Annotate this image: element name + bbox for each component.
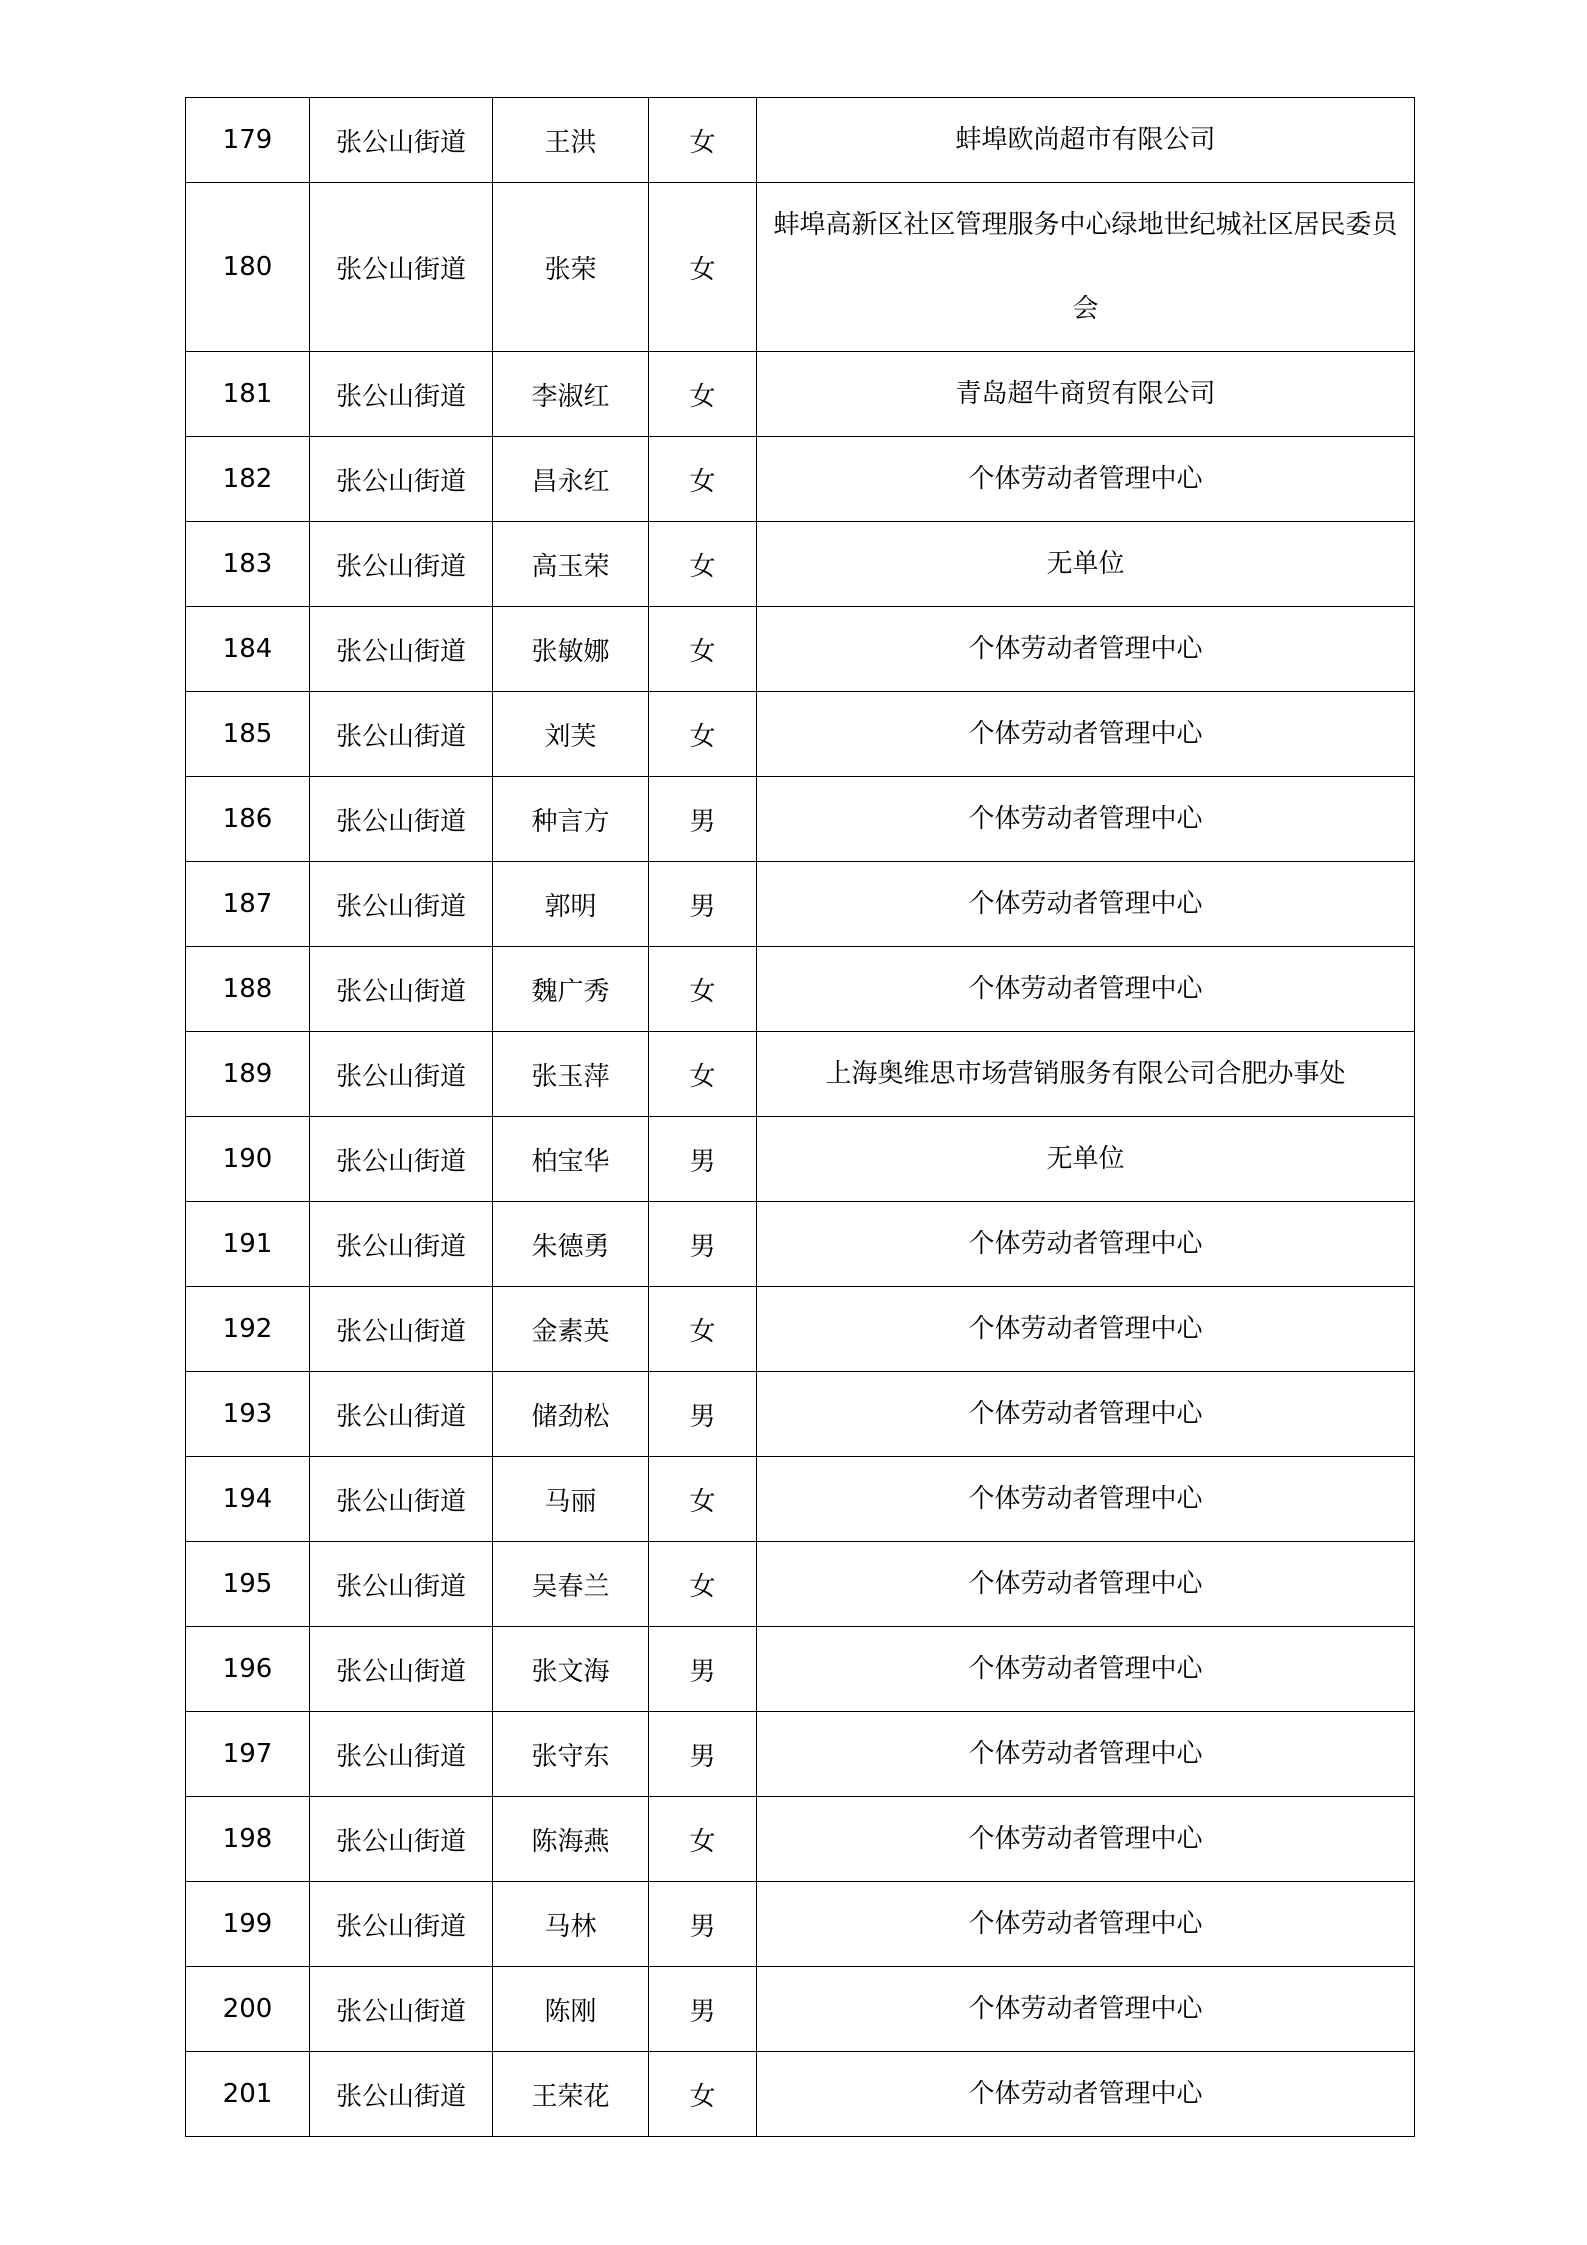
cell-name: 张守东 <box>493 1712 649 1797</box>
cell-no: 190 <box>186 1117 310 1202</box>
cell-gender: 女 <box>649 437 757 522</box>
table-row <box>186 522 1415 607</box>
table-row <box>186 862 1415 947</box>
cell-unit: 个体劳动者管理中心 <box>757 1372 1415 1457</box>
cell-no: 181 <box>186 352 310 437</box>
cell-unit: 个体劳动者管理中心 <box>757 1542 1415 1627</box>
table-row <box>186 1627 1415 1712</box>
table-row <box>186 1542 1415 1627</box>
cell-unit: 蚌埠高新区社区管理服务中心绿地世纪城社区居民委员会 <box>757 183 1415 352</box>
cell-unit: 青岛超牛商贸有限公司 <box>757 352 1415 437</box>
cell-no: 182 <box>186 437 310 522</box>
cell-no: 192 <box>186 1287 310 1372</box>
cell-unit: 个体劳动者管理中心 <box>757 437 1415 522</box>
cell-no: 199 <box>186 1882 310 1967</box>
table-row <box>186 947 1415 1032</box>
cell-street: 张公山街道 <box>310 1117 493 1202</box>
table-row <box>186 1372 1415 1457</box>
cell-gender: 男 <box>649 1627 757 1712</box>
cell-street: 张公山街道 <box>310 777 493 862</box>
cell-name: 张文海 <box>493 1627 649 1712</box>
cell-gender: 男 <box>649 1967 757 2052</box>
cell-unit: 个体劳动者管理中心 <box>757 947 1415 1032</box>
cell-gender: 男 <box>649 1882 757 1967</box>
cell-unit: 个体劳动者管理中心 <box>757 1627 1415 1712</box>
cell-unit: 蚌埠欧尚超市有限公司 <box>757 98 1415 183</box>
table-row <box>186 352 1415 437</box>
cell-unit: 个体劳动者管理中心 <box>757 1797 1415 1882</box>
cell-gender: 女 <box>649 1457 757 1542</box>
cell-unit: 个体劳动者管理中心 <box>757 607 1415 692</box>
table-row <box>186 98 1415 183</box>
roster-table-body <box>186 98 1415 2137</box>
cell-name: 陈刚 <box>493 1967 649 2052</box>
cell-name: 魏广秀 <box>493 947 649 1032</box>
cell-no: 195 <box>186 1542 310 1627</box>
cell-no: 194 <box>186 1457 310 1542</box>
table-row <box>186 1032 1415 1117</box>
cell-unit: 无单位 <box>757 522 1415 607</box>
cell-name: 郭明 <box>493 862 649 947</box>
cell-street: 张公山街道 <box>310 1287 493 1372</box>
table-row <box>186 1712 1415 1797</box>
cell-name: 刘芙 <box>493 692 649 777</box>
table-row <box>186 607 1415 692</box>
cell-unit: 个体劳动者管理中心 <box>757 1287 1415 1372</box>
table-row <box>186 692 1415 777</box>
cell-name: 王洪 <box>493 98 649 183</box>
cell-no: 196 <box>186 1627 310 1712</box>
cell-street: 张公山街道 <box>310 1542 493 1627</box>
cell-name: 吴春兰 <box>493 1542 649 1627</box>
table-row <box>186 1967 1415 2052</box>
cell-name: 马丽 <box>493 1457 649 1542</box>
cell-no: 188 <box>186 947 310 1032</box>
cell-name: 李淑红 <box>493 352 649 437</box>
cell-gender: 女 <box>649 522 757 607</box>
cell-no: 186 <box>186 777 310 862</box>
cell-name: 高玉荣 <box>493 522 649 607</box>
cell-name: 王荣花 <box>493 2052 649 2137</box>
cell-gender: 女 <box>649 607 757 692</box>
cell-unit: 个体劳动者管理中心 <box>757 862 1415 947</box>
cell-street: 张公山街道 <box>310 183 493 352</box>
cell-no: 200 <box>186 1967 310 2052</box>
cell-name: 马林 <box>493 1882 649 1967</box>
cell-unit: 个体劳动者管理中心 <box>757 1202 1415 1287</box>
cell-street: 张公山街道 <box>310 1882 493 1967</box>
cell-gender: 男 <box>649 1712 757 1797</box>
cell-gender: 女 <box>649 1542 757 1627</box>
cell-street: 张公山街道 <box>310 607 493 692</box>
cell-gender: 女 <box>649 1032 757 1117</box>
cell-gender: 男 <box>649 1117 757 1202</box>
cell-unit: 个体劳动者管理中心 <box>757 777 1415 862</box>
cell-no: 198 <box>186 1797 310 1882</box>
cell-no: 193 <box>186 1372 310 1457</box>
cell-name: 金素英 <box>493 1287 649 1372</box>
cell-gender: 女 <box>649 947 757 1032</box>
cell-no: 201 <box>186 2052 310 2137</box>
cell-street: 张公山街道 <box>310 862 493 947</box>
table-row <box>186 1797 1415 1882</box>
cell-no: 184 <box>186 607 310 692</box>
cell-no: 197 <box>186 1712 310 1797</box>
cell-unit: 个体劳动者管理中心 <box>757 1882 1415 1967</box>
cell-street: 张公山街道 <box>310 1797 493 1882</box>
cell-street: 张公山街道 <box>310 1967 493 2052</box>
cell-street: 张公山街道 <box>310 692 493 777</box>
table-row <box>186 1117 1415 1202</box>
cell-gender: 女 <box>649 98 757 183</box>
table-row <box>186 183 1415 352</box>
cell-gender: 女 <box>649 1797 757 1882</box>
table-row <box>186 1287 1415 1372</box>
cell-unit: 个体劳动者管理中心 <box>757 1457 1415 1542</box>
cell-name: 储劲松 <box>493 1372 649 1457</box>
cell-gender: 男 <box>649 862 757 947</box>
cell-name: 张敏娜 <box>493 607 649 692</box>
cell-street: 张公山街道 <box>310 352 493 437</box>
table-row <box>186 777 1415 862</box>
cell-street: 张公山街道 <box>310 1202 493 1287</box>
cell-street: 张公山街道 <box>310 98 493 183</box>
table-row <box>186 1457 1415 1542</box>
cell-unit: 个体劳动者管理中心 <box>757 692 1415 777</box>
cell-street: 张公山街道 <box>310 437 493 522</box>
cell-street: 张公山街道 <box>310 1627 493 1712</box>
cell-gender: 女 <box>649 2052 757 2137</box>
cell-no: 185 <box>186 692 310 777</box>
cell-street: 张公山街道 <box>310 947 493 1032</box>
cell-gender: 女 <box>649 352 757 437</box>
cell-gender: 女 <box>649 692 757 777</box>
table-row <box>186 1882 1415 1967</box>
cell-no: 187 <box>186 862 310 947</box>
cell-unit: 个体劳动者管理中心 <box>757 2052 1415 2137</box>
cell-street: 张公山街道 <box>310 1032 493 1117</box>
cell-unit: 无单位 <box>757 1117 1415 1202</box>
cell-street: 张公山街道 <box>310 1712 493 1797</box>
cell-gender: 男 <box>649 777 757 862</box>
cell-unit: 上海奥维思市场营销服务有限公司合肥办事处 <box>757 1032 1415 1117</box>
cell-unit: 个体劳动者管理中心 <box>757 1967 1415 2052</box>
cell-unit: 个体劳动者管理中心 <box>757 1712 1415 1797</box>
cell-name: 张荣 <box>493 183 649 352</box>
cell-name: 陈海燕 <box>493 1797 649 1882</box>
table-row <box>186 437 1415 522</box>
roster-table <box>185 97 1415 2137</box>
cell-name: 昌永红 <box>493 437 649 522</box>
cell-no: 189 <box>186 1032 310 1117</box>
table-row <box>186 2052 1415 2137</box>
cell-name: 张玉萍 <box>493 1032 649 1117</box>
cell-no: 179 <box>186 98 310 183</box>
cell-street: 张公山街道 <box>310 2052 493 2137</box>
cell-no: 191 <box>186 1202 310 1287</box>
table-row <box>186 1202 1415 1287</box>
cell-name: 柏宝华 <box>493 1117 649 1202</box>
cell-name: 朱德勇 <box>493 1202 649 1287</box>
cell-gender: 男 <box>649 1372 757 1457</box>
cell-street: 张公山街道 <box>310 1457 493 1542</box>
cell-no: 180 <box>186 183 310 352</box>
cell-gender: 男 <box>649 1202 757 1287</box>
cell-street: 张公山街道 <box>310 1372 493 1457</box>
cell-gender: 女 <box>649 1287 757 1372</box>
cell-no: 183 <box>186 522 310 607</box>
cell-street: 张公山街道 <box>310 522 493 607</box>
cell-gender: 女 <box>649 183 757 352</box>
cell-name: 种言方 <box>493 777 649 862</box>
